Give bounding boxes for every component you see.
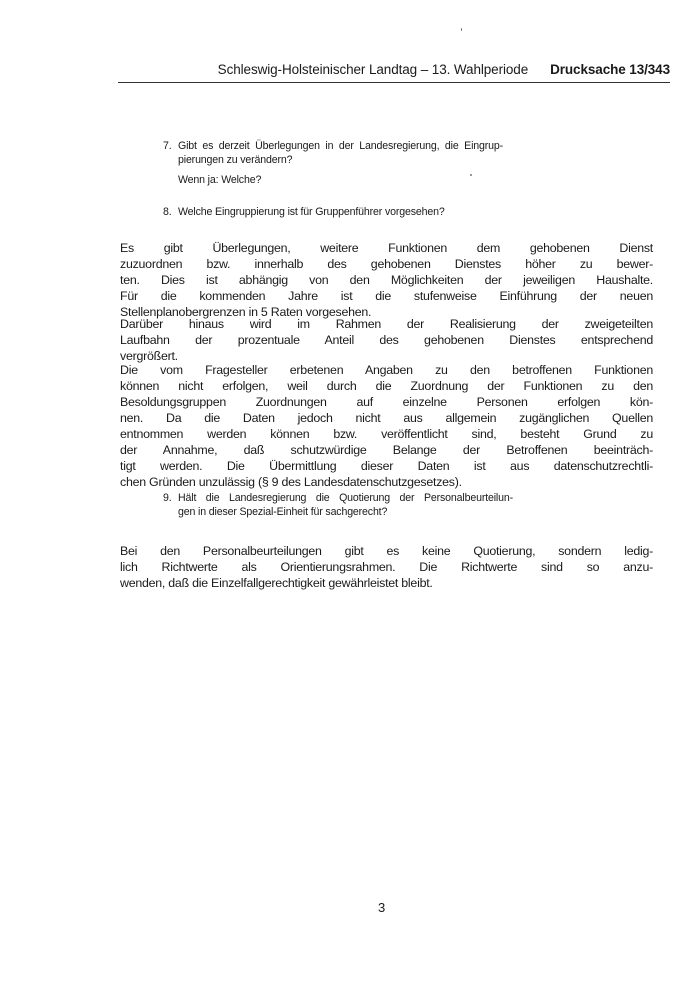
answer-line: Besoldungsgruppen Zuordnungen auf einzelne Personen erfolgen kön-: [120, 395, 653, 409]
answer-line: wenden, daß die Einzelfallgerechtigkeit gewährleistet bleibt.: [120, 576, 433, 590]
answer-line: entnommen werden können bzw. veröffentlicht sind, besteht Grund zu: [120, 427, 653, 441]
question-number: 8.: [163, 206, 172, 218]
question-9: [163, 491, 513, 519]
header-legislature: Schleswig-Holsteinischer Landtag – 13. Wahlperiode: [217, 62, 529, 77]
answer-paragraph: [120, 362, 653, 490]
answer-line: Die vom Fragesteller erbetenen Angaben zu den betroffenen Funktionen: [120, 363, 653, 377]
question-8: [163, 205, 503, 219]
scan-speck: [470, 174, 472, 176]
scan-speck: [461, 28, 462, 31]
question-text: [178, 205, 503, 219]
answer-line: können nicht erfolgen, weil durch die Zuordnung der Funktionen zu den: [120, 379, 653, 393]
question-line: Welche Eingruppierung ist für Gruppenführer vorgesehen?: [178, 206, 445, 218]
question-7: [163, 139, 503, 187]
answer-line: Darüber hinaus wird im Rahmen der Realisierung der zweigeteilten: [120, 317, 653, 331]
answer-line: chen Gründen unzulässig (§ 9 des Landesdatenschutzgesetzes).: [120, 475, 462, 489]
answer-paragraph: [120, 543, 653, 591]
question-line: Gibt es derzeit Überlegungen in der Landesregierung, die Eingrup-: [178, 140, 503, 152]
answer-line: ten. Dies ist abhängig von den Möglichkeiten der jeweiligen Haushalte.: [120, 273, 653, 287]
answer-line: lich Richtwerte als Orientierungsrahmen. Die Richtwerte sind so anzu-: [120, 560, 653, 574]
question-number: 9.: [163, 492, 172, 504]
answer-line: Bei den Personalbeurteilungen gibt es keine Quotierung, sondern ledig-: [120, 544, 653, 558]
header-text: [218, 62, 670, 77]
page-header: [118, 62, 670, 83]
answer-line: Für die kommenden Jahre ist die stufenweise Einführung der neuen: [120, 289, 653, 303]
answer-line: der Annahme, daß schutzwürdige Belange der Betroffenen beeinträch-: [120, 443, 653, 457]
question-line: pierungen zu verändern?: [178, 154, 293, 166]
answer-line: Stellenplanobergrenzen in 5 Raten vorgesehen.: [120, 305, 372, 319]
question-text: [178, 491, 513, 519]
answer-line: tigt werden. Die Übermittlung dieser Daten ist aus datenschutzrechtli-: [120, 459, 653, 473]
answer-line: zuzuordnen bzw. innerhalb des gehobenen Dienstes höher zu bewer-: [120, 257, 653, 271]
question-number: 7.: [163, 140, 172, 152]
answer-paragraph: [120, 240, 653, 320]
answer-line: Es gibt Überlegungen, weitere Funktionen dem gehobenen Dienst: [120, 241, 653, 255]
answer-paragraph: [120, 316, 653, 364]
question-line: Hält die Landesregierung die Quotierung der Personalbeurteilun-: [178, 492, 513, 504]
question-subtext: Wenn ja: Welche?: [178, 174, 262, 186]
answer-line: vergrößert.: [120, 349, 178, 363]
question-text: [178, 139, 503, 167]
question-line: gen in dieser Spezial-Einheit für sachgerecht?: [178, 506, 388, 518]
page-number: 3: [378, 900, 386, 915]
header-document-number: Drucksache 13/343: [550, 62, 670, 77]
answer-line: Laufbahn der prozentuale Anteil des gehobenen Dienstes entsprechend: [120, 333, 653, 347]
answer-line: nen. Da die Daten jedoch nicht aus allgemein zugänglichen Quellen: [120, 411, 653, 425]
